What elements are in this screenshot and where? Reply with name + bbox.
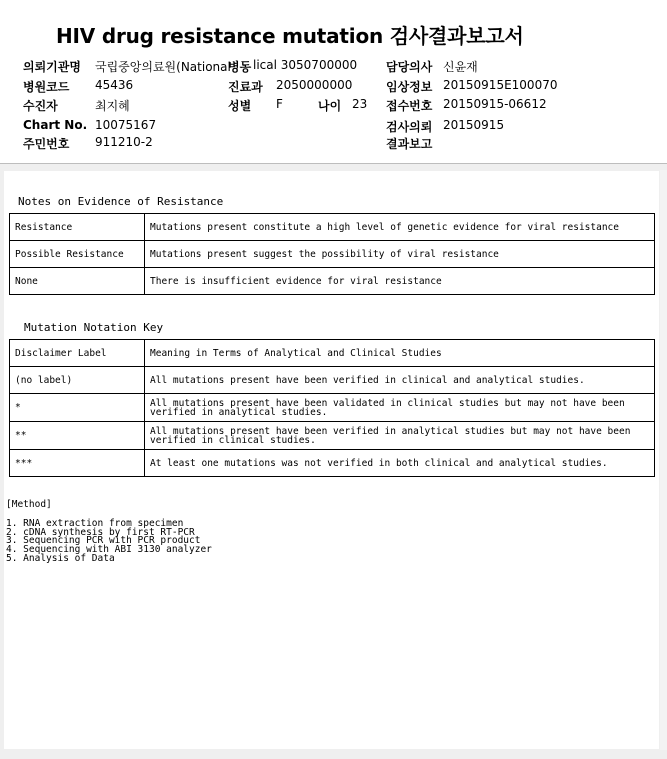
age-value: 23 [352,97,368,111]
report-header [0,0,667,164]
notes-term: None [10,268,145,295]
table-row [10,450,655,477]
hospital-code-value: 45436 [95,78,134,92]
report-body [4,171,659,749]
method-section [6,501,212,564]
table-row [10,214,655,241]
doctor-value: 신윤재 [443,60,478,74]
ward-label: 병동 [228,60,252,74]
patient-value: 최지혜 [95,99,130,113]
key-desc: At least one mutations was not verified in both clinical and analytical studies. [145,450,655,477]
table-row [10,367,655,394]
sex-value: F [276,97,283,111]
hospital-code-label: 병원코드 [23,80,70,94]
method-step: 2. cDNA synthesis by first RT-PCR [6,526,195,538]
key-desc: All mutations present have been verified in clinical and analytical studies. [145,367,655,394]
institution-label: 의뢰기관명 [23,60,81,74]
request-date-value: 20150915 [443,118,505,132]
method-step: 4. Sequencing with ABI 3130 analyzer [6,544,212,556]
clinical-info-label: 임상정보 [386,80,433,94]
method-step: 1. RNA extraction from specimen [6,517,184,529]
key-title: Mutation Notation Key [24,321,164,334]
table-row [10,241,655,268]
department-value: 2050000000 [276,78,353,92]
report-title: HIV drug resistance mutation 검사결과보고서 [56,24,524,48]
key-table [9,339,655,477]
clinical-info-value: 20150915E100070 [443,78,558,92]
chart-no-value: 10075167 [95,118,157,132]
institution-value: 국립중앙의료원(National [95,60,231,74]
ward-value: lical 3050700000 [253,58,358,72]
report-label: 결과보고 [386,137,433,151]
table-row [10,340,655,367]
chart-no-label: Chart No. [23,118,88,132]
key-desc: Meaning in Terms of Analytical and Clinical Studies [145,340,655,367]
patient-label: 수진자 [23,99,58,113]
department-label: 진료과 [228,80,263,94]
key-desc: All mutations present have been verified in analytical studies but may not have been verified in clinical studies. [145,422,655,450]
table-row [10,394,655,422]
key-desc: All mutations present have been validated in clinical studies but may not have been verified in analytical studies. [145,394,655,422]
sex-label: 성별 [228,99,252,113]
notes-term: Resistance [10,214,145,241]
method-step: 5. Analysis of Data [6,552,115,564]
receipt-no-label: 접수번호 [386,99,433,113]
notes-term: Possible Resistance [10,241,145,268]
key-term: *** [10,450,145,477]
notes-desc: There is insufficient evidence for viral resistance [145,268,655,295]
method-title: [Method] [6,499,52,510]
notes-desc: Mutations present constitute a high level of genetic evidence for viral resistance [145,214,655,241]
receipt-no-value: 20150915-06612 [443,97,547,111]
key-term: ** [10,422,145,450]
key-term: * [10,394,145,422]
request-date-label: 검사의뢰 [386,120,433,134]
resident-no-value: 911210-2 [95,135,153,149]
table-row [10,268,655,295]
method-step: 3. Sequencing PCR with PCR product [6,535,201,547]
notes-desc: Mutations present suggest the possibility of viral resistance [145,241,655,268]
vertical-scrollbar[interactable] [660,170,667,750]
doctor-label: 담당의사 [386,60,433,74]
key-term: Disclaimer Label [10,340,145,367]
key-term: (no label) [10,367,145,394]
table-row [10,422,655,450]
notes-table [9,213,655,295]
resident-no-label: 주민번호 [23,137,70,151]
notes-title: Notes on Evidence of Resistance [18,195,224,208]
age-label: 나이 [318,99,342,113]
